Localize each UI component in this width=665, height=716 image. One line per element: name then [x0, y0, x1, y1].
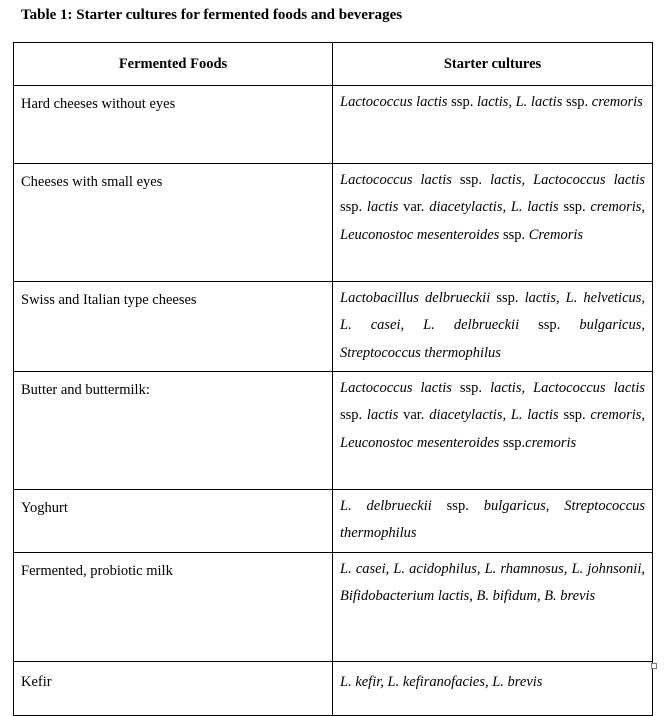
- culture-cell: Lactococcus lactis ssp. lactis, L. lactis ssp. cremoris: [333, 86, 653, 164]
- table-header-row: [14, 43, 653, 86]
- table-row: [14, 372, 653, 490]
- food-cell: Yoghurt: [14, 490, 333, 553]
- culture-cell: L. kefir, L. kefiranofacies, L. brevis: [333, 662, 653, 716]
- header-starter-cultures: Starter cultures: [333, 43, 653, 86]
- culture-cell: Lactococcus lactis ssp. lactis, Lactococcus lactis ssp. lactis var. diacetylactis, L. lactis ssp. cremoris, Leuconostoc mesenteroides ssp. Cremoris: [333, 164, 653, 282]
- header-fermented-foods: Fermented Foods: [14, 43, 333, 86]
- food-cell: Butter and buttermilk:: [14, 372, 333, 490]
- food-cell: Kefir: [14, 662, 333, 716]
- culture-cell: Lactobacillus delbrueckii ssp. lactis, L. helveticus, L. casei, L. delbrueckii ssp. bulgaricus, Streptococcus thermophilus: [333, 282, 653, 372]
- table-row: [14, 662, 653, 716]
- food-cell: Cheeses with small eyes: [14, 164, 333, 282]
- culture-cell: L. casei, L. acidophilus, L. rhamnosus, L. johnsonii, Bifidobacterium lactis, B. bifidum, B. brevis: [333, 553, 653, 662]
- table-caption: Table 1: Starter cultures for fermented foods and beverages: [21, 7, 403, 23]
- food-cell: Swiss and Italian type cheeses: [14, 282, 333, 372]
- culture-cell: L. delbrueckii ssp. bulgaricus, Streptococcus thermophilus: [333, 490, 653, 553]
- table-row: [14, 553, 653, 662]
- culture-cell: Lactococcus lactis ssp. lactis, Lactococcus lactis ssp. lactis var. diacetylactis, L. lactis ssp. cremoris, Leuconostoc mesenteroides ssp.cremoris: [333, 372, 653, 490]
- table-row: [14, 282, 653, 372]
- table-resize-handle[interactable]: [651, 663, 657, 669]
- food-cell: Hard cheeses without eyes: [14, 86, 333, 164]
- table-row: [14, 164, 653, 282]
- table-row: [14, 490, 653, 553]
- starter-cultures-table: [13, 42, 653, 716]
- table-row: [14, 86, 653, 164]
- food-cell: Fermented, probiotic milk: [14, 553, 333, 662]
